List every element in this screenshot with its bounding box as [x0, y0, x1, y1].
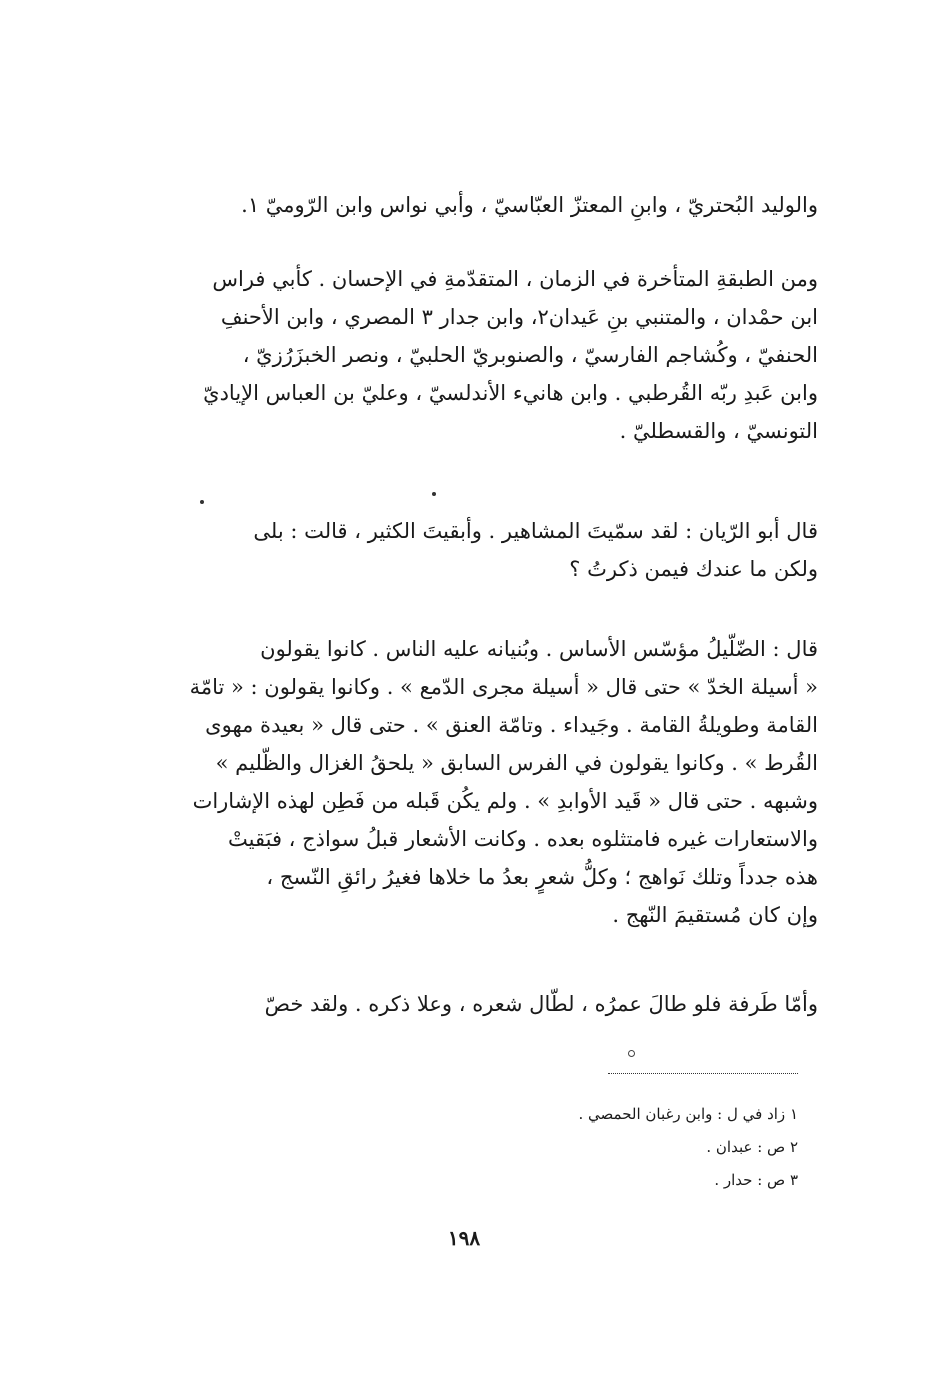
text-line: هذه جدداً وتلك نَواهج ؛ وكلُّ شعرٍ بعدُ ما خلاها فغيرُ رائقِ النّسج ، — [266, 865, 818, 889]
text-line: قال أبو الرّيان : لقد سمّيتَ المشاهير . وأبقيتَ الكثير ، قالت : بلى — [253, 519, 818, 543]
paragraph-3 — [118, 512, 818, 588]
text-line: ولكن ما عندك فيمن ذكرتُ ؟ — [569, 557, 818, 581]
footnote-divider — [608, 1073, 798, 1074]
text-line: التونسيّ ، والقسطليّ . — [619, 419, 818, 443]
text-line: وشبهه . حتى قال « قَيد الأوابدِ » . ولم يكُن قَبله من فَطِن لهذه الإشارات — [192, 789, 818, 813]
page-number: ١٩٨ — [447, 1226, 481, 1250]
paragraph-2 — [118, 260, 818, 450]
ink-speck — [432, 492, 436, 496]
text-line: والوليد البُحتريّ ، وابنِ المعتزّ العبّاسيّ ، وأبي نواس وابن الرّوميّ ١. — [241, 193, 818, 217]
text-line: والاستعارات غيره فامتثلوه بعده . وكانت الأشعار قبلُ سواذج ، فبَقيتْ — [228, 827, 818, 851]
text-line: قال : الضّلّيلُ مؤسّس الأساس . وبُنيانه عليه الناس . كانوا يقولون — [260, 637, 818, 661]
paragraph-5 — [118, 985, 818, 1023]
text-line: وأمّا طَرفة فلو طالَ عمرُه ، لطّال شعره ، وعلا ذكره . ولقد خصّ — [264, 992, 818, 1016]
text-line: ومن الطبقةِ المتأخرة في الزمان ، المتقدّمةِ في الإحسان . كأبي فراس — [212, 267, 818, 291]
text-line: القُرط » . وكانوا يقولون في الفرس السابق « يلحقُ الغزال والظّليم » — [215, 751, 818, 775]
footnote-1: ١ زاد في ل : وابن رغبان الحمصي . — [578, 1105, 798, 1123]
text-line: ابن حمْدان ، والمتنبي بنِ عَيدان٢، وابن جدار ٣ المصري ، وابن الأحنفِ — [220, 305, 818, 329]
ink-speck — [628, 1050, 635, 1057]
ink-speck — [200, 500, 204, 504]
text-line: وإن كان مُستقيمَ النّهج . — [612, 903, 818, 927]
footnotes — [398, 1098, 798, 1197]
footnote-2: ٢ ص : عبدان . — [706, 1138, 798, 1156]
paragraph-1 — [118, 186, 818, 224]
text-line: وابن عَبدِ ربّه القُرطبي . وابن هانيء الأندلسيّ ، وعليّ بن العباس الإياديّ — [203, 381, 818, 405]
text-line: « أسيلة الخدّ » حتى قال « أسيلة مجرى الدّمع » . وكانوا يقولون : « تامّة — [189, 675, 818, 699]
footnote-3: ٣ ص : حدار . — [714, 1171, 798, 1189]
text-line: الحنفيّ ، وكُشاجم الفارسيّ ، والصنوبريّ الحلبيّ ، ونصر الخبزَرُزيّ ، — [242, 343, 818, 367]
paragraph-4 — [118, 630, 818, 934]
text-line: القامة وطويلةُ القامة . وجَيداء . وتامّة العنق » . حتى قال « بعيدة مهوى — [205, 713, 818, 737]
